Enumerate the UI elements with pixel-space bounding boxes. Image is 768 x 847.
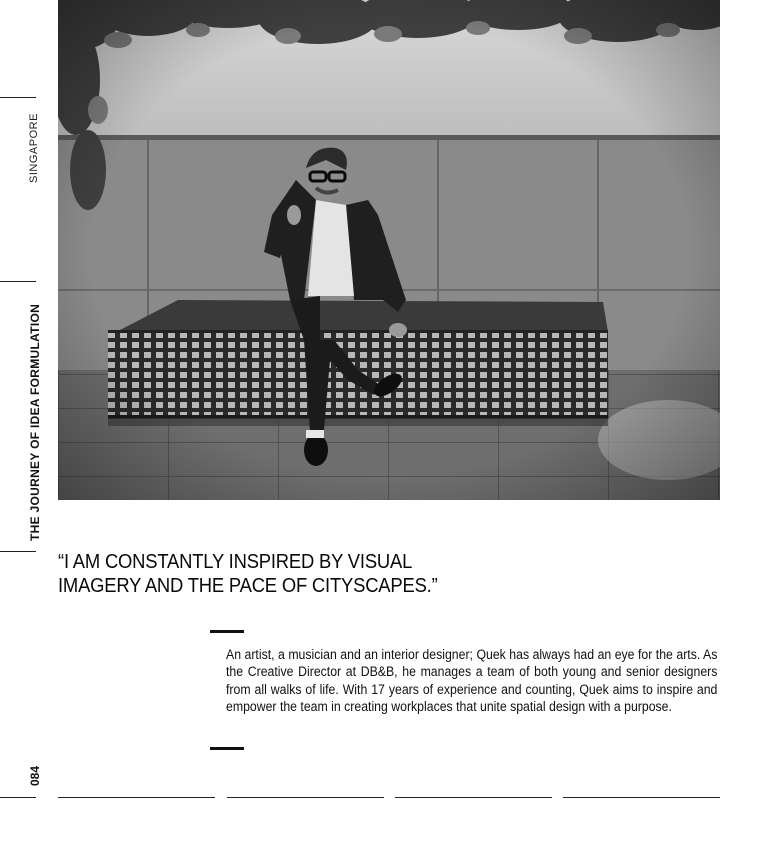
side-rule-mid-bottom (0, 551, 36, 552)
footer-rule-3 (395, 797, 552, 798)
side-rule-bottom (0, 797, 36, 798)
location-label: SINGAPORE (28, 113, 40, 183)
pull-quote-line-1: “I AM CONSTANTLY INSPIRED BY VISUAL (58, 551, 413, 573)
footer-rule-1 (58, 797, 215, 798)
footer-rule-2 (227, 797, 384, 798)
portrait-photo (58, 0, 720, 500)
dash-marker-bottom (210, 747, 244, 750)
page-number: 084 (28, 765, 42, 786)
pull-quote (58, 550, 573, 598)
pull-quote-line-2: IMAGERY AND THE PACE OF CITYSCAPES.” (58, 575, 438, 597)
side-rule-mid-top (0, 281, 36, 282)
body-paragraph: An artist, a musician and an interior designer; Quek has always had an eye for the arts. As the Creative Director at DB&B, he manages a team of both young and senior designers from all walks of life. With 17 years of experience and counting, Quek aims to inspire and empower the team in creating workplaces that unite spatial design with a purpose. (226, 647, 718, 715)
dash-marker-top (210, 630, 244, 633)
footer-rule-4 (563, 797, 720, 798)
section-title: THE JOURNEY OF IDEA FORMULATION (28, 303, 42, 541)
side-rule-top (0, 97, 36, 98)
